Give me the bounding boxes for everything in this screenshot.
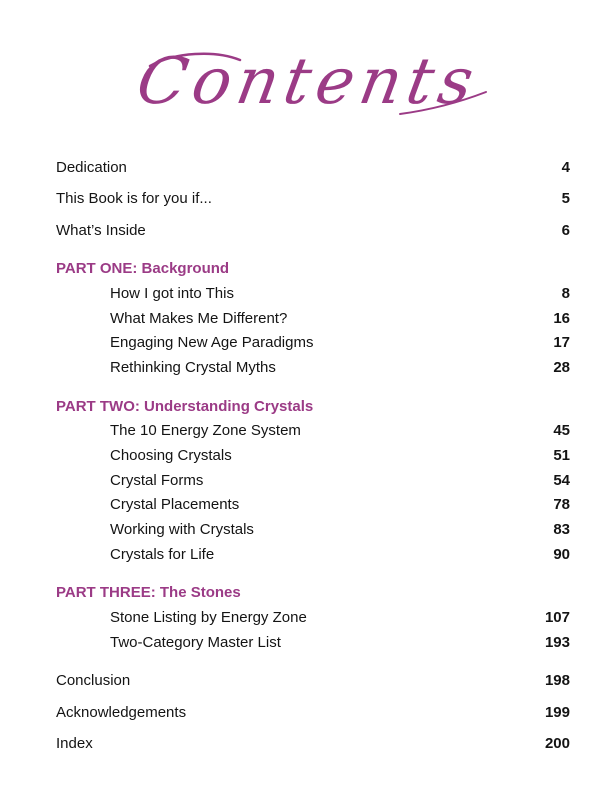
toc-entry-label: Crystals for Life bbox=[110, 546, 215, 563]
toc-entry-label: Stone Listing by Energy Zone bbox=[110, 609, 307, 626]
toc-entry-label: Crystal Placements bbox=[110, 496, 240, 513]
toc-entry-label: Choosing Crystals bbox=[110, 447, 232, 464]
toc-entry-label: What’s Inside bbox=[56, 222, 146, 239]
toc-entry-page: 17 bbox=[553, 334, 570, 351]
toc-entry-label: The 10 Energy Zone System bbox=[110, 422, 301, 439]
toc-entry-page: 45 bbox=[553, 422, 570, 439]
page-title: Contents bbox=[131, 45, 485, 119]
toc-entry-page: 193 bbox=[544, 634, 570, 651]
toc-subentry[interactable] bbox=[56, 519, 570, 541]
toc-entry-page: 107 bbox=[544, 609, 570, 626]
toc-subentry[interactable] bbox=[56, 470, 570, 492]
toc-entry-label: Engaging New Age Paradigms bbox=[110, 334, 314, 351]
toc-entry-label: Rethinking Crystal Myths bbox=[110, 359, 276, 376]
toc-entry-label: Crystal Forms bbox=[110, 472, 204, 489]
toc-entry-page: 198 bbox=[544, 672, 570, 689]
toc-entry-page: 83 bbox=[553, 521, 570, 538]
toc-subentry[interactable] bbox=[56, 607, 570, 629]
part-three-heading[interactable]: PART THREE: The Stones bbox=[56, 584, 241, 601]
toc-entry-acknowledgements[interactable] bbox=[56, 702, 570, 724]
toc-entry-dedication[interactable] bbox=[56, 157, 570, 179]
toc-entry-page: 6 bbox=[561, 222, 570, 239]
toc-subentry[interactable] bbox=[56, 332, 570, 354]
toc-entry-label: What Makes Me Different? bbox=[110, 310, 288, 327]
toc-entry-label: This Book is for you if... bbox=[56, 190, 212, 207]
toc-entry-page: 78 bbox=[553, 496, 570, 513]
toc-subentry[interactable] bbox=[56, 544, 570, 566]
toc-entry-index[interactable] bbox=[56, 733, 570, 755]
toc-entry-page: 5 bbox=[561, 190, 570, 207]
page-title-area bbox=[0, 22, 616, 142]
part-one-heading[interactable]: PART ONE: Background bbox=[56, 260, 230, 277]
toc-entry-page: 4 bbox=[561, 159, 570, 176]
toc-entry-whats-inside[interactable] bbox=[56, 220, 570, 242]
toc-entry-label: Conclusion bbox=[56, 672, 131, 689]
toc-entry-label: Acknowledgements bbox=[56, 704, 187, 721]
toc-entry-label: Working with Crystals bbox=[110, 521, 254, 538]
toc-entry-label: Two-Category Master List bbox=[110, 634, 281, 651]
toc-entry-this-book[interactable] bbox=[56, 188, 570, 210]
toc-entry-label: Index bbox=[56, 735, 93, 752]
toc-subentry[interactable] bbox=[56, 445, 570, 467]
toc-entry-page: 199 bbox=[544, 704, 570, 721]
toc-entry-page: 8 bbox=[561, 285, 570, 302]
toc-subentry[interactable] bbox=[56, 494, 570, 516]
toc-entry-conclusion[interactable] bbox=[56, 670, 570, 692]
toc-entry-page: 51 bbox=[553, 447, 570, 464]
toc-entry-page: 28 bbox=[553, 359, 570, 376]
toc-subentry[interactable] bbox=[56, 632, 570, 654]
toc-entry-label: Dedication bbox=[56, 159, 127, 176]
toc-entry-label: How I got into This bbox=[110, 285, 234, 302]
toc-entry-page: 16 bbox=[553, 310, 570, 327]
toc-subentry[interactable] bbox=[56, 283, 570, 305]
toc-subentry[interactable] bbox=[56, 420, 570, 442]
toc-subentry[interactable] bbox=[56, 357, 570, 379]
toc-entry-page: 90 bbox=[553, 546, 570, 563]
toc-entry-page: 54 bbox=[553, 472, 570, 489]
part-two-heading[interactable]: PART TWO: Understanding Crystals bbox=[56, 398, 314, 415]
toc-subentry[interactable] bbox=[56, 308, 570, 330]
toc-entry-page: 200 bbox=[544, 735, 570, 752]
